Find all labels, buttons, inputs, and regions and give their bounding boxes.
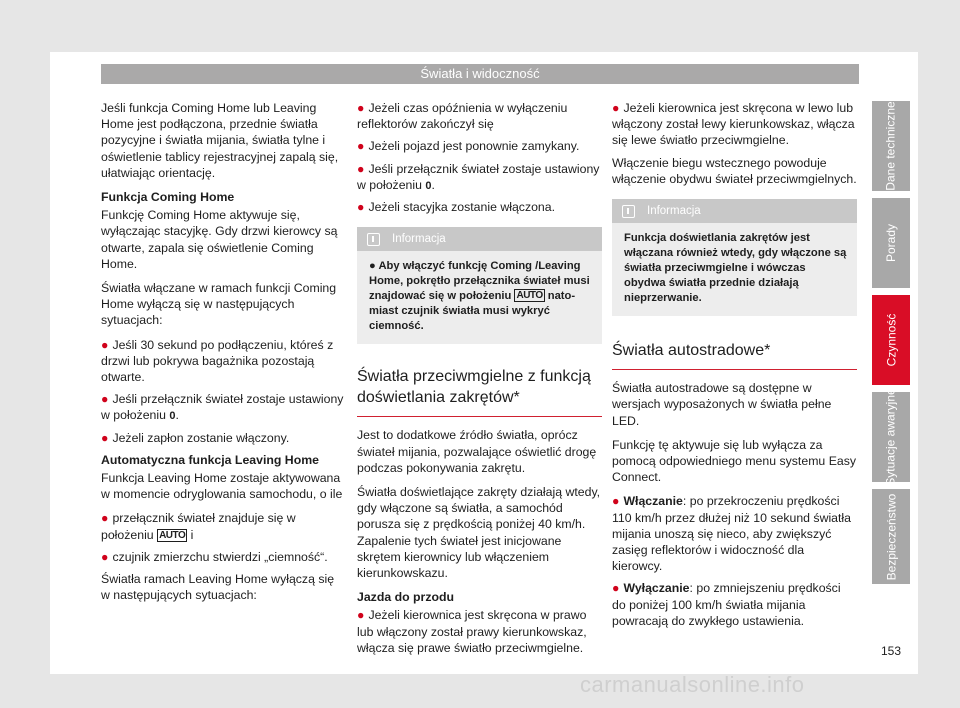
- info-icon: [622, 205, 635, 218]
- auto-symbol: AUTO: [516, 290, 543, 302]
- column-2: [357, 100, 602, 662]
- forward-heading: Jazda do przodu: [357, 590, 455, 605]
- info-box-title: Informacja: [392, 233, 446, 246]
- list-item: ● czujnik zmierzchu stwierdzi „ciemność“.: [101, 549, 328, 564]
- list-item: ● Jeżeli pojazd jest ponownie zamykany.: [357, 139, 580, 154]
- light-switch-off-symbol: 0: [169, 410, 176, 423]
- list-item: ● Jeśli 30 sekund po podłączeniu, któreś z drzwi lub pokrywa bagażnika pozostają otwarte.: [101, 337, 334, 385]
- fog-lights-paragraph-2: Światła doświetlające zakręty działają wtedy, gdy włączone są światła, a samochód porusza się z prędkością poniżej 40 km/h. Zapalenie tych świateł jest inicjowane skrętem kierownicy lub włączeniem kierunkowskazu.: [357, 485, 601, 581]
- fog-lights-paragraph-1: Jest to dodatkowe źródło światła, oprócz świateł mijania, pozwalające oświetlić drogę podczas pokonywania zakrętu.: [357, 428, 597, 475]
- motorway-paragraph-1: Światła autostradowe są dostępne w wersjach wyposażonych w światła pełne LED.: [612, 381, 832, 428]
- tab-czynnosc[interactable]: Czynność: [872, 295, 910, 385]
- bullet-icon: ●: [357, 200, 365, 215]
- info-box-title: Informacja: [647, 205, 701, 218]
- reverse-paragraph: Włączenie biegu wstecznego powoduje włączenie obydwu świateł przeciwmgielnych.: [612, 155, 857, 186]
- bullet-icon: ●: [101, 430, 109, 445]
- info-box-body: Funkcja doświetlania zakrętów jest włączana również wtedy, gdy włączone są światła przeciwmgielne i wówczas obydwa światła przednie działają nieprzerwanie.: [624, 232, 847, 305]
- section-title-fog-lights: Światła przeciwmgielne z funkcją doświetlania zakrętów*: [357, 366, 602, 417]
- bullet-icon: ●: [101, 392, 109, 407]
- tab-sytuacje-awaryjne[interactable]: Sytuacje awaryjne: [872, 392, 910, 482]
- list-item: ● Jeżeli czas opóźnienia w wyłączeniu reflektorów zakończył się: [357, 101, 568, 132]
- info-box-body: ● Aby włączyć funkcję Coming /Leaving Home, pokrętło przełącznika świateł musi znajdować się w położeniu AUTO nato-miast czujnik światła musi wykryć ciemność.: [369, 260, 590, 333]
- forward-list: [357, 607, 602, 656]
- bullet-icon: ●: [357, 161, 365, 176]
- bullet-icon: ●: [357, 139, 365, 154]
- coming-home-heading: Funkcja Coming Home: [101, 190, 235, 205]
- section-title-motorway-lights: Światła autostradowe*: [612, 340, 857, 370]
- column-3: [612, 100, 857, 635]
- list-item: ● Jeśli przełącznik świateł zostaje ustawiony w położeniu 0.: [101, 392, 344, 423]
- list-item: ● Jeżeli stacyjka zostanie włączona.: [357, 200, 556, 215]
- info-box-header: [612, 199, 857, 223]
- coming-home-list: [101, 337, 346, 446]
- list-item: ● Jeżeli kierownica jest skręcona w lewo lub włączony został lewy kierunkowskaz, włącza się lewe światło przeciwmgielne.: [612, 101, 855, 148]
- leaving-home-paragraph-1: Funkcja Leaving Home zostaje aktywowana w momencie odryglowania samochodu, o ile: [101, 471, 343, 502]
- intro-paragraph: Jeśli funkcja Coming Home lub Leaving Home jest podłączona, przednie światła pozycyjne i światła mijania, światła tylne i oświetlenie tablicy rejestracyjnej zapalą się, ułatwiając orientację.: [101, 101, 339, 180]
- bullet-icon: ●: [101, 511, 109, 526]
- list-item: ● Jeśli przełącznik świateł zostaje ustawiony w położeniu 0.: [357, 161, 600, 192]
- bullet-icon: ●: [612, 101, 620, 115]
- leaving-home-heading: Automatyczna funkcja Leaving Home: [101, 452, 319, 467]
- bullet-icon: ●: [612, 581, 620, 596]
- motorway-paragraph-2: Funkcję tę aktywuje się lub wyłącza za pomocą odpowiedniego menu systemu Easy Connect.: [612, 437, 857, 485]
- bullet-icon: ●: [612, 494, 620, 509]
- info-box: [612, 199, 857, 316]
- leaving-home-list: [101, 510, 346, 565]
- bullet-icon: ●: [369, 260, 379, 273]
- list-item: ● Wyłączanie: po zmniejszeniu prędkości do poniżej 100 km/h światła mijania powracają do zwykłego ustawienia.: [612, 581, 841, 628]
- coming-home-paragraph-2: Światła włączane w ramach funkcji Coming Home wyłączą się w następujących sytuacjach:: [101, 281, 337, 328]
- info-box: [357, 227, 602, 344]
- bullet-icon: ●: [357, 101, 365, 115]
- list-item: ● Włączanie: po przekroczeniu prędkości 110 km/h przez dłużej niż 10 sekund światła mijania unoszą się nieco, aby zwiększyć zasięg reflektorów i widoczność dla kierowcy.: [612, 494, 852, 574]
- list-item: ● Jeżeli kierownica jest skręcona w prawo lub włączony został prawy kierunkowskaz, włącza się prawe światło przeciwmgielne.: [357, 608, 587, 655]
- motorway-list: [612, 493, 857, 629]
- bullet-icon: ●: [357, 608, 365, 623]
- tab-bezpieczenstwo[interactable]: Bezpieczeństwo: [872, 489, 910, 584]
- bullet-icon: ●: [101, 337, 109, 352]
- coming-home-end-list: [357, 100, 602, 215]
- column-1: [101, 100, 346, 611]
- leaving-home-paragraph-2: Światła ramach Leaving Home wyłączą się w następujących sytuacjach:: [101, 572, 335, 603]
- info-box-header: [357, 227, 602, 251]
- list-item: ● Jeżeli zapłon zostanie włączony.: [101, 430, 290, 445]
- tab-dane-techniczne[interactable]: Dane techniczne: [872, 101, 910, 191]
- page-header: Światła i widoczność: [101, 64, 859, 84]
- bullet-icon: ●: [101, 549, 109, 564]
- page-number: 153: [881, 644, 902, 658]
- list-item: ● przełącznik świateł znajduje się w położeniu AUTO i: [101, 511, 296, 542]
- watermark: carmanualsonline.info: [580, 672, 805, 697]
- tab-porady[interactable]: Porady: [872, 198, 910, 288]
- info-icon: [367, 233, 380, 246]
- light-switch-off-symbol: 0: [425, 179, 432, 192]
- coming-home-paragraph-1: Funkcję Coming Home aktywuje się, wyłączając stacyjkę. Gdy drzwi kierowcy są otwarte, zapala się oświetlenie Coming Home.: [101, 208, 338, 271]
- auto-symbol: AUTO: [159, 529, 186, 541]
- forward-list-continued: [612, 100, 857, 149]
